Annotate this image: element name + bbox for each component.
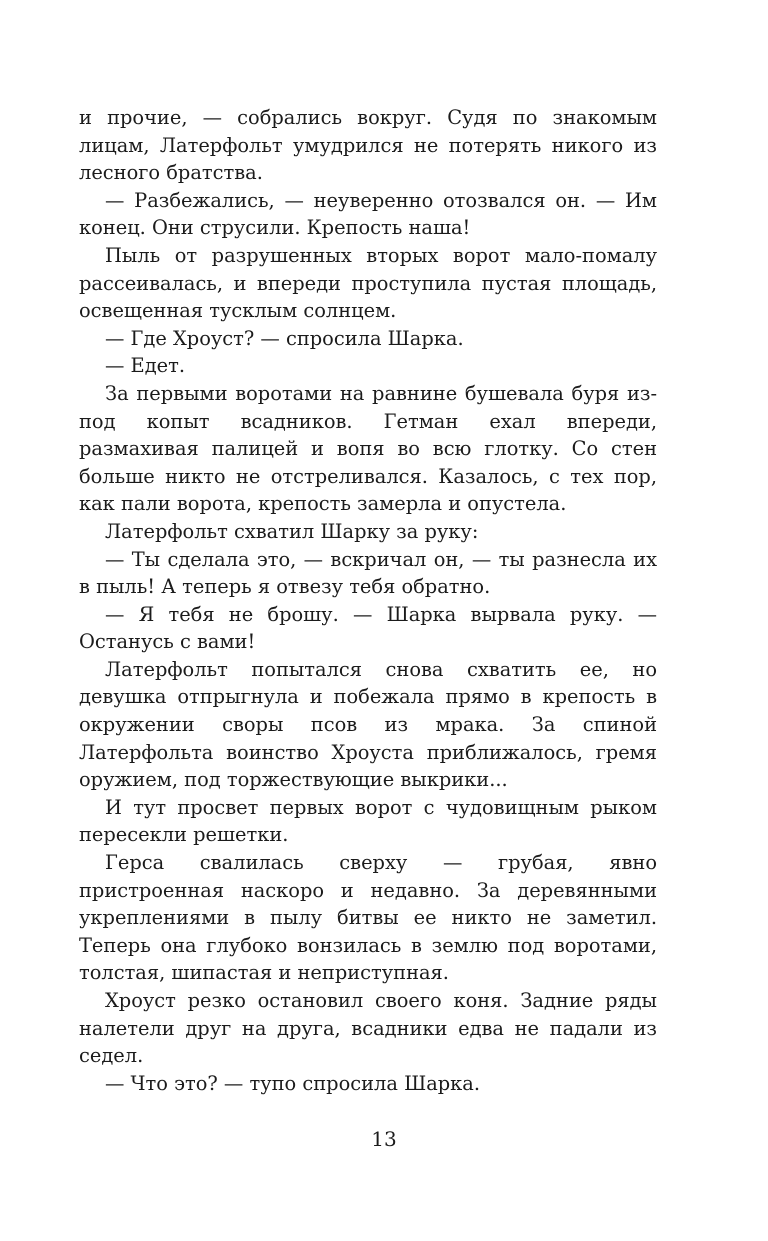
paragraph-12: Герса свалилась сверху — грубая, явно пристроенная наскоро и недавно. За деревянными укреплениями в пылу битвы ее никто не заметил. Теперь она глубоко вонзилась в землю под воротами, толстая, шипастая и неприступная. [79,851,657,985]
paragraph-4: — Где Хроуст? — спросила Шарка. [105,326,464,350]
paragraph-1: и прочие, — собрались вокруг. Судя по знакомым лицам, Латерфольт умудрился не потерять никого из лесного братства. [79,106,657,185]
paragraph-11: И тут просвет первых ворот с чудовищным рыком пересекли решетки. [79,795,657,847]
paragraph-3: Пыль от разрушенных вторых ворот мало-помалу рассеивалась, и впереди проступила пустая площадь, освещенная тусклым солнцем. [79,243,657,323]
paragraph-2: — Разбежались, — неуверенно отозвался он. — Им конец. Они струсили. Крепость наша! [79,188,657,240]
paragraph-13: Хроуст резко остановил своего коня. Задние ряды налетели друг на друга, всадники едва не падали из седел. [79,989,657,1068]
paragraph-7: Латерфольт схватил Шарку за руку: [105,519,479,543]
paragraph-9: — Я тебя не брошу. — Шарка вырвала руку. — Останусь с вами! [79,602,657,654]
paragraph-10: Латерфольт попытался снова схватить ее, но девушка отпрыгнула и побежала прямо в крепость в окружении своры псов из мрака. За спиной Латерфольта воинство Хроуста приближалось, гремя оружием, под торжествующие выкрики... [79,657,657,792]
page-text [79,104,657,1097]
paragraph-5: — Едет. [105,354,186,378]
paragraph-14: — Что это? — тупо спросила Шарка. [105,1071,481,1095]
page-number: 13 [371,1127,397,1151]
paragraph-6: За первыми воротами на равнине бушевала буря из-под копыт всадников. Гетман ехал впереди, размахивая палицей и вопя во всю глотку. Со стен больше никто не отстреливался. Казалось, с тех пор, как пали ворота, крепость замерла и опустела. [79,381,657,516]
paragraph-8: — Ты сделала это, — вскричал он, — ты разнесла их в пыль! А теперь я отвезу тебя обратно. [79,547,657,599]
